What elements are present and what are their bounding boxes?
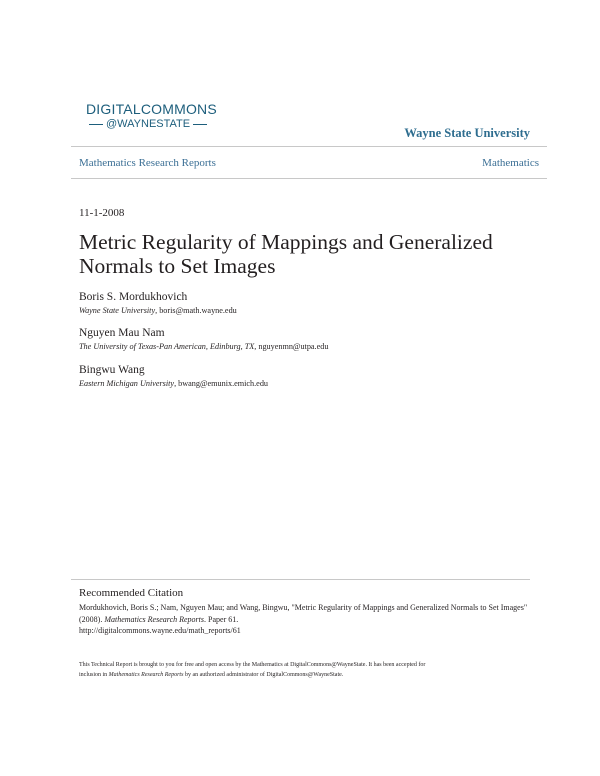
author-institution: Wayne State University <box>79 306 156 315</box>
citation-series: Mathematics Research Reports <box>104 614 205 624</box>
logo-top-text: DIGITALCOMMONS <box>86 101 217 117</box>
logo-rule-left <box>89 124 103 125</box>
author-name[interactable]: Nguyen Mau Nam <box>79 327 165 339</box>
notice-line-2-pre: inclusion in <box>79 672 109 678</box>
paper-title[interactable]: Metric Regularity of Mappings and Generalized Normals to Set Images <box>79 230 493 278</box>
author-institution: The University of Texas-Pan American, Edinburg, TX <box>79 342 255 351</box>
notice-line-1: This Technical Report is brought to you for free and open access by the Mathematics at DigitalCommons@WayneState. It has been accepted for <box>79 662 426 668</box>
author-affiliation: Wayne State University, boris@math.wayne.edu <box>79 306 237 315</box>
logo-bottom-text: @WAYNESTATE <box>106 118 191 130</box>
nav-bottom-rule <box>71 178 547 179</box>
notice-line-2-post: by an authorized administrator of DigitalCommons@WayneState. <box>183 672 344 678</box>
author-email[interactable]: nguyenmn@utpa.edu <box>258 342 329 351</box>
publication-date: 11-1-2008 <box>79 207 125 219</box>
digitalcommons-logo[interactable] <box>86 102 226 130</box>
author-name[interactable]: Boris S. Mordukhovich <box>79 291 188 303</box>
citation-body <box>79 602 529 637</box>
author-affiliation: Eastern Michigan University, bwang@emunix.emich.edu <box>79 379 269 388</box>
nav-top-rule <box>71 146 547 147</box>
citation-paper-number: . Paper 61. <box>204 614 239 624</box>
author-email[interactable]: bwang@emunix.emich.edu <box>178 379 269 388</box>
citation-url[interactable]: http://digitalcommons.wayne.edu/math_reports/61 <box>79 626 241 635</box>
notice-series: Mathematics Research Reports <box>108 672 184 678</box>
author-institution: Eastern Michigan University <box>79 379 175 388</box>
citation-heading: Recommended Citation <box>79 587 184 599</box>
logo-bottom-row <box>86 118 226 130</box>
access-notice <box>79 660 529 680</box>
author-email[interactable]: boris@math.wayne.edu <box>159 306 237 315</box>
logo-rule-right <box>193 124 207 125</box>
series-link[interactable]: Mathematics Research Reports <box>79 157 216 169</box>
university-link[interactable]: Wayne State University <box>404 126 530 140</box>
author-name[interactable]: Bingwu Wang <box>79 364 145 376</box>
author-affiliation: The University of Texas-Pan American, Edinburg, TX, nguyenmn@utpa.edu <box>79 342 329 351</box>
citation-rule <box>71 579 530 580</box>
department-link[interactable]: Mathematics <box>482 157 539 169</box>
citation-text: Mordukhovich, Boris S.; Nam, Nguyen Mau; and Wang, Bingwu, "Metric Regularity of Mappings and Generalized Normals to Set Images" (2008). <box>79 603 528 624</box>
